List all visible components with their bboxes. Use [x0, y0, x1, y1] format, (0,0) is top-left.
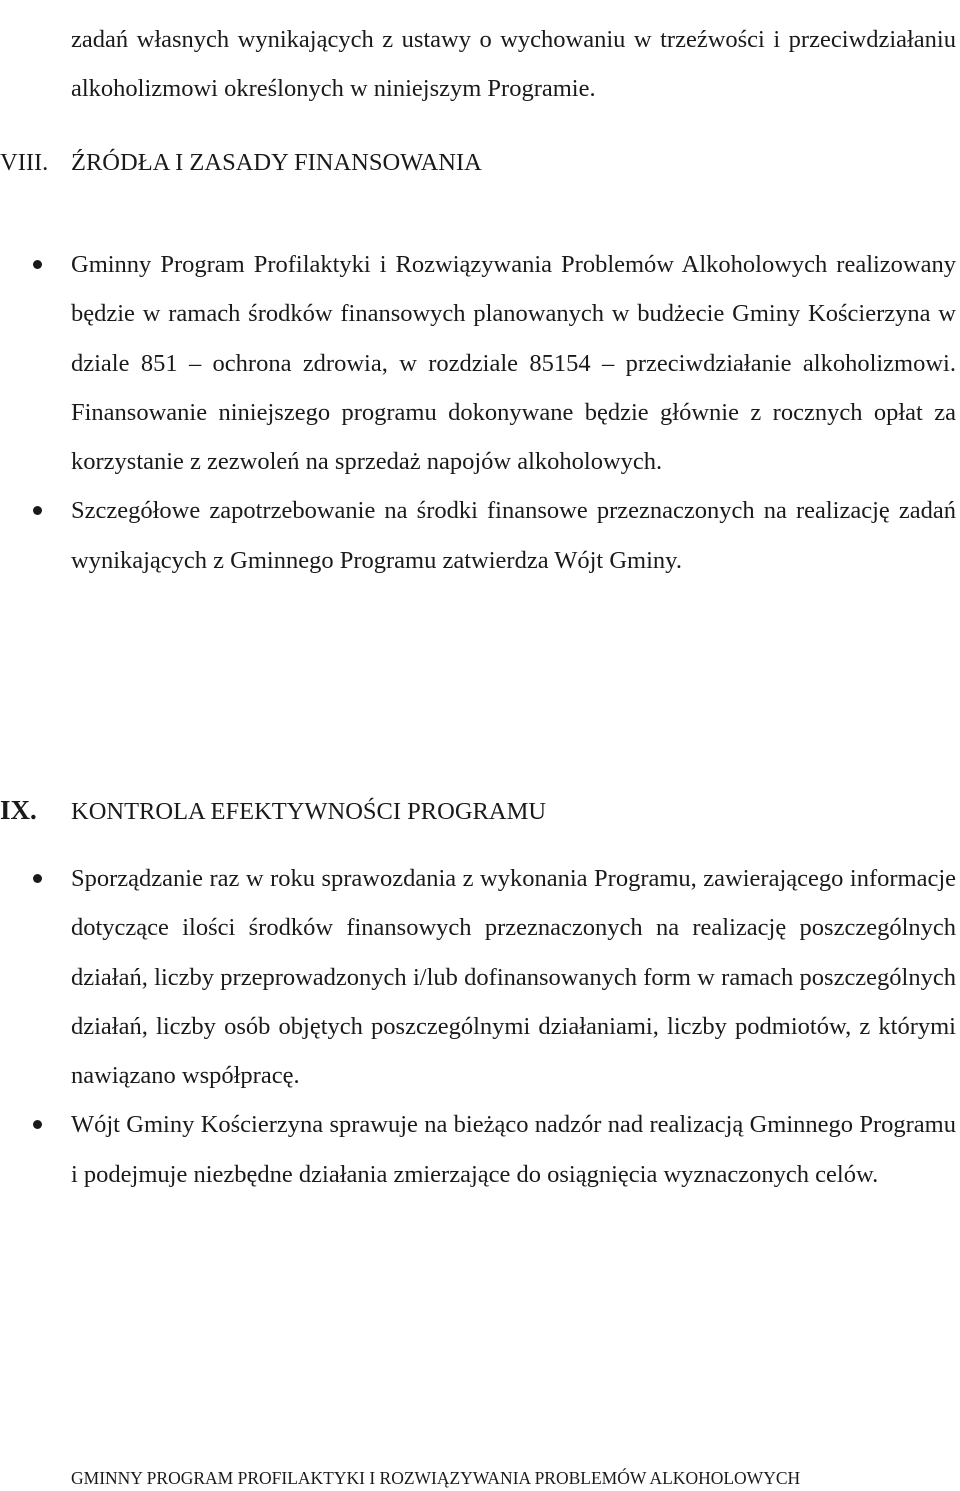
list-item: [0, 1100, 956, 1199]
section-heading-ix: [0, 795, 546, 827]
list-item: [0, 240, 956, 486]
section-number: VIII.: [0, 149, 49, 176]
bullet-icon: [33, 1120, 42, 1129]
list-item-text: Wójt Gminy Kościerzyna sprawuje na bieżąco nadzór nad realizacją Gminnego Programu i podejmuje niezbędne działania zmierzające do osiągnięcia wyznaczonych celów.: [71, 1111, 956, 1188]
section-viii-list: [0, 240, 960, 585]
bullet-icon: [33, 260, 42, 269]
intro-paragraph: zadań własnych wynikających z ustawy o wychowaniu w trzeźwości i przeciwdziałaniu alkoholizmowi określonych w niniejszym Programie.: [71, 25, 956, 102]
list-item-text: Sporządzanie raz w roku sprawozdania z wykonania Programu, zawierającego informacje dotyczące ilości środków finansowych przeznaczonych na realizację poszczególnych działań, liczby przeprowadzonych i/lub dofinansowanych form w ramach poszczególnych działań, liczby osób objętych poszczególnymi działaniami, liczby podmiotów, z którymi nawiązano współpracę.: [71, 865, 956, 1090]
section-title-text: KONTROLA EFEKTYWNOŚCI PROGRAMU: [71, 798, 547, 825]
section-ix-list: [0, 854, 960, 1199]
section-number: IX.: [0, 795, 37, 825]
section-heading-viii: [0, 148, 482, 178]
list-item-text: Gminny Program Profilaktyki i Rozwiązywania Problemów Alkoholowych realizowany będzie w ramach środków finansowych planowanych w budżecie Gminy Kościerzyna w dziale 851 – ochrona zdrowia, w rozdziale 85154 – przeciwdziałanie alkoholizmowi. Finansowanie niniejszego programu dokonywane będzie głównie z rocznych opłat za korzystanie z zezwoleń na sprzedaż napojów alkoholowych.: [71, 251, 956, 476]
list-item: [0, 854, 956, 1100]
list-item: [0, 486, 956, 585]
bullet-icon: [33, 506, 42, 515]
bullet-icon: [33, 874, 42, 883]
list-item-text: Szczegółowe zapotrzebowanie na środki finansowe przeznaczonych na realizację zadań wynikających z Gminnego Programu zatwierdza Wójt Gminy.: [71, 497, 956, 574]
section-title-text: ŹRÓDŁA I ZASADY FINANSOWANIA: [71, 149, 482, 176]
page-footer: GMINNY PROGRAM PROFILAKTYKI I ROZWIĄZYWANIA PROBLEMÓW ALKOHOLOWYCH: [71, 1468, 801, 1488]
